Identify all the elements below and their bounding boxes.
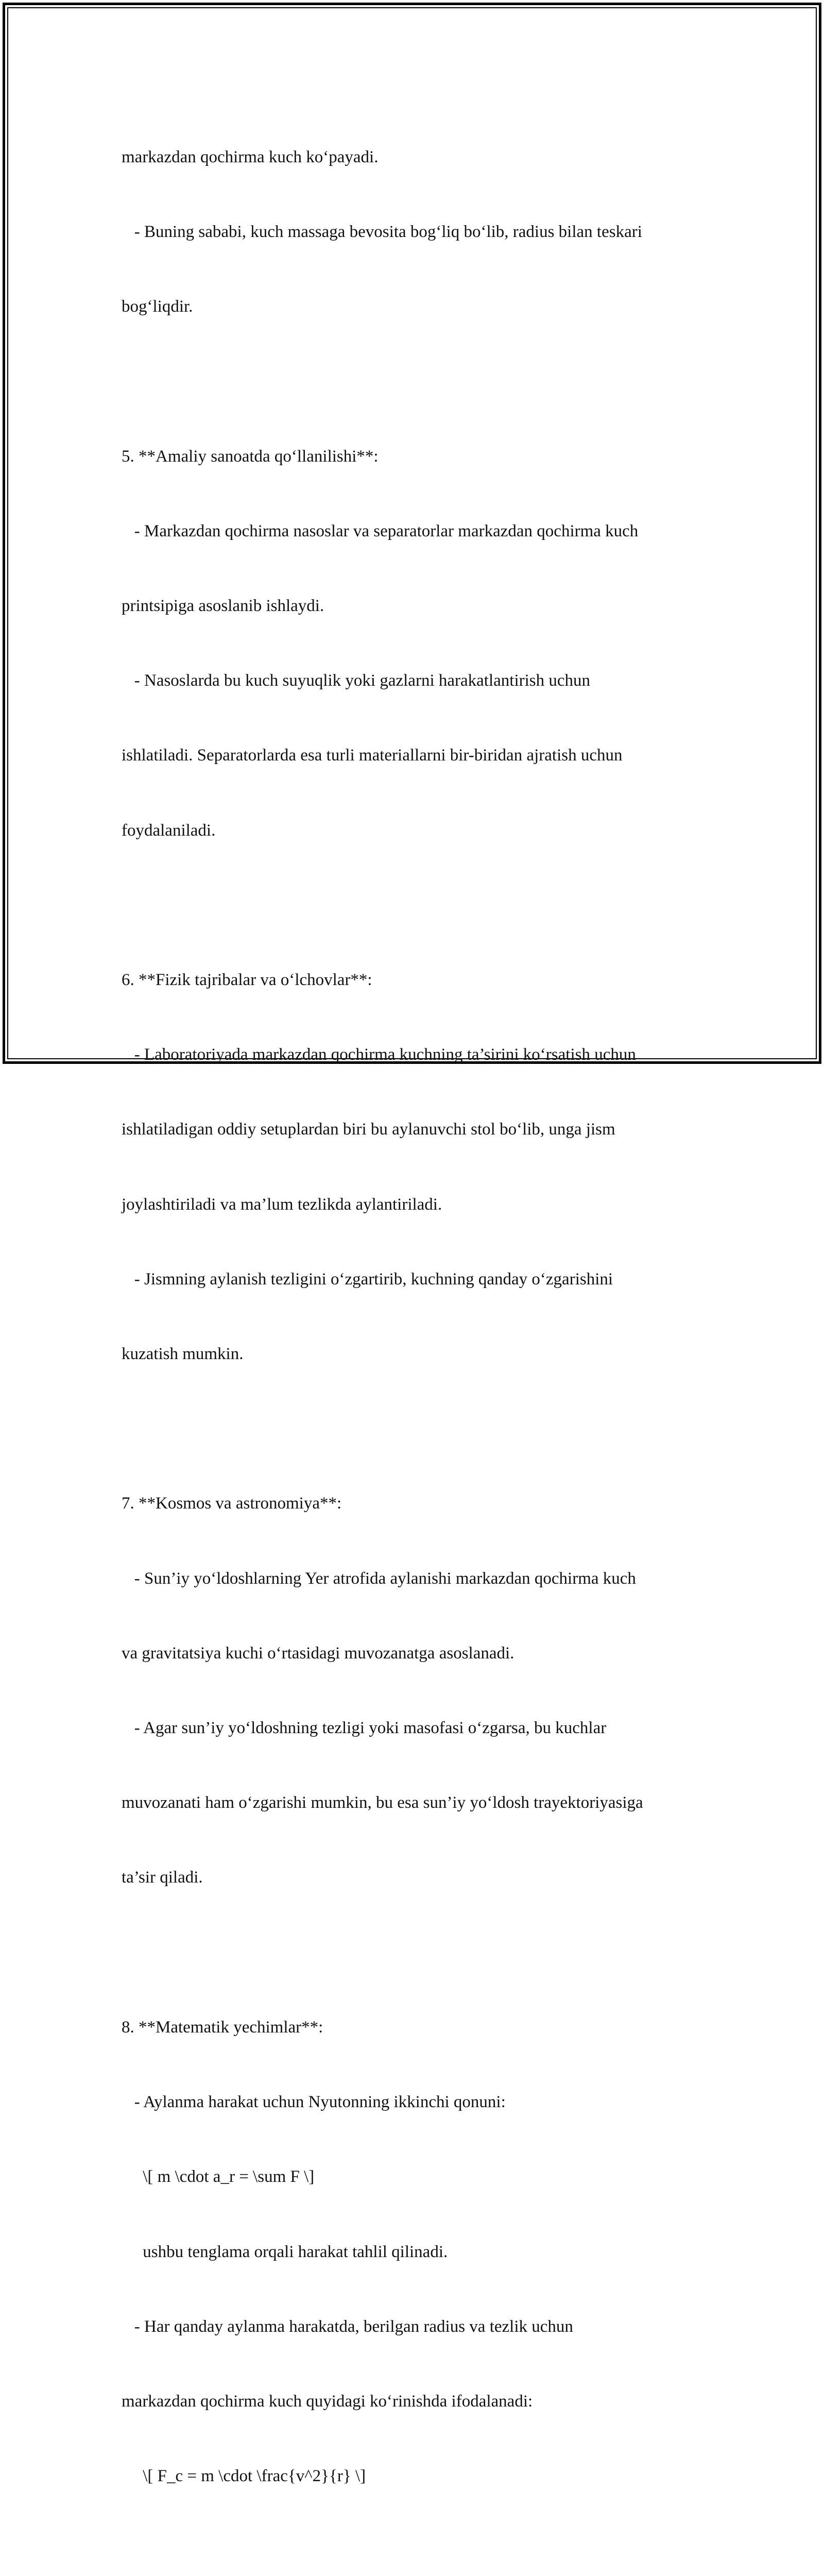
text-line: va gravitatsiya kuchi o‘rtasidagi muvozanatga asoslanadi. <box>122 1643 514 1663</box>
text-line: ishlatiladigan oddiy setuplardan biri bu aylanuvchi stol bo‘lib, unga jism <box>122 1120 615 1139</box>
text-line: - Sun’iy yo‘ldoshlarning Yer atrofida aylanishi markazdan qochirma kuch <box>122 1569 636 1588</box>
text-line: - Agar sun’iy yo‘ldoshning tezligi yoki masofasi o‘zgarsa, bu kuchlar <box>122 1719 607 1738</box>
text-line: kuzatish mumkin. <box>122 1345 244 1364</box>
text-line: - Aylanma harakat uchun Nyutonning ikkinchi qonuni: <box>122 2093 506 2112</box>
text-line: foydalaniladi. <box>122 821 216 840</box>
section-heading: 5. **Amaliy sanoatda qo‘llanilishi**: <box>122 447 379 466</box>
paragraph-spacer <box>122 2538 714 2563</box>
section-heading: 8. **Matematik yechimlar**: <box>122 2018 323 2037</box>
text-line: ishlatiladi. Separatorlarda esa turli materiallarni bir-biridan ajratish uchun <box>122 746 623 765</box>
text-line: markazdan qochirma kuch ko‘payadi. <box>122 147 379 166</box>
text-line: - Jismning aylanish tezligini o‘zgartirib, kuchning qanday o‘zgarishini <box>122 1269 613 1289</box>
section-heading: 7. **Kosmos va astronomiya**: <box>122 1494 342 1513</box>
text-line: ta’sir qiladi. <box>122 1868 203 1887</box>
formula-line: \[ F_c = m \cdot \frac{v^2}{r} \] <box>122 2467 366 2486</box>
document-body <box>122 95 714 2576</box>
text-line: - Buning sababi, kuch massaga bevosita bog‘liq bo‘lib, radius bilan teskari <box>122 223 642 242</box>
text-line: - Nasoslarda bu kuch suyuqlik yoki gazlarni harakatlantirish uchun <box>122 671 591 690</box>
text-line: - Laboratoriyada markazdan qochirma kuchning ta’sirini ko‘rsatish uchun <box>122 1045 636 1064</box>
paragraph-spacer <box>122 1940 714 1965</box>
text-line: printsipiga asoslanib ishlaydi. <box>122 597 324 616</box>
paragraph-spacer <box>122 893 714 918</box>
text-line: - Markazdan qochirma nasoslar va separatorlar markazdan qochirma kuch <box>122 521 639 540</box>
text-line: - Har qanday aylanma harakatda, berilgan radius va tezlik uchun <box>122 2317 573 2336</box>
paragraph-spacer <box>122 1416 714 1441</box>
text-line: muvozanati ham o‘zgarishi mumkin, bu esa sun’iy yo‘ldosh trayektoriyasiga <box>122 1793 643 1812</box>
paragraph-spacer <box>122 369 714 394</box>
text-line: joylashtiriladi va ma’lum tezlikda aylantiriladi. <box>122 1195 442 1214</box>
formula-line: \[ m \cdot a_r = \sum F \] <box>122 2167 315 2187</box>
text-line: ushbu tenglama orqali harakat tahlil qilinadi. <box>122 2242 448 2261</box>
text-line: bog‘liqdir. <box>122 297 193 316</box>
text-line: markazdan qochirma kuch quyidagi ko‘rinishda ifodalanadi: <box>122 2392 533 2411</box>
section-heading: 6. **Fizik tajribalar va o‘lchovlar**: <box>122 971 372 990</box>
